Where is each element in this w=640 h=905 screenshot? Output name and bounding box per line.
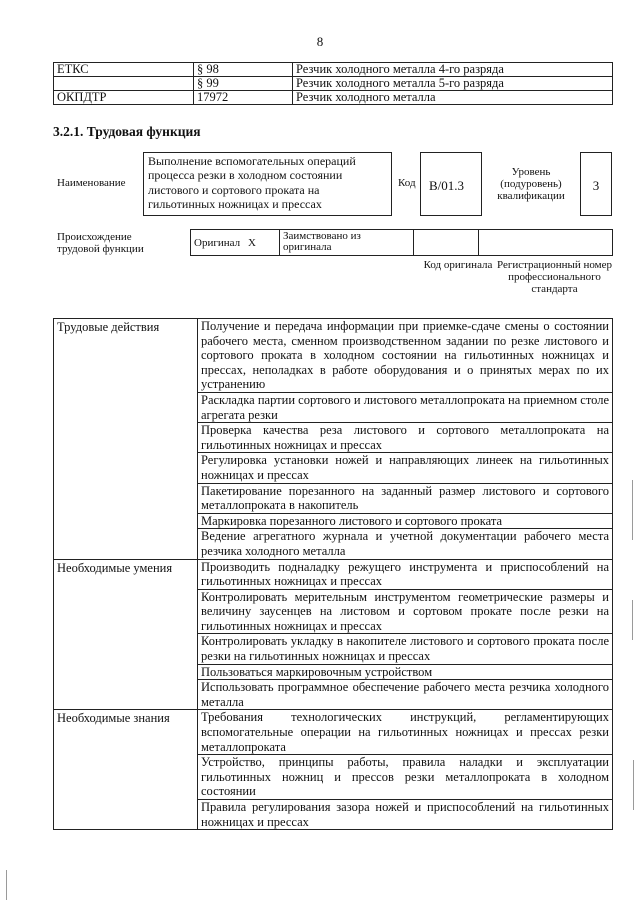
reg-number-label: Регистрационный номер профессионального стандарта <box>496 259 613 295</box>
origin-table <box>190 229 613 256</box>
codes-name: Резчик холодного металла 5-го разряда <box>293 77 613 91</box>
origin-original: Оригинал <box>191 230 246 256</box>
qualification-level-box: 3 <box>580 152 612 216</box>
origin-original-mark: X <box>245 230 280 256</box>
scan-mark <box>632 600 633 640</box>
codes-code: 17972 <box>194 91 293 105</box>
list-item: Маркировка порезанного листового и сортового проката <box>198 513 613 529</box>
origin-reg-cell <box>479 230 613 256</box>
table-row <box>54 710 613 755</box>
page-number: 8 <box>316 34 324 49</box>
list-item: Устройство, принципы работы, правила наладки и эксплуатации гильотинных ножниц и прессов резки металлопроката в холодном состоянии <box>198 755 613 800</box>
function-details-table <box>53 318 613 830</box>
list-item: Получение и передача информации при приемке-сдаче смены о состоянии рабочего места, сменном производственном задании по резке листового и сортового проката в холодном состоянии на гильотинных ножницах и прессах, неполадках в работе оборудования и о принятых мерах по их устранению <box>198 319 613 393</box>
scan-mark <box>6 870 7 900</box>
code-label: Код <box>398 177 416 189</box>
codes-classifier: ОКПДТР <box>54 91 194 105</box>
scan-mark <box>632 480 633 540</box>
function-code-box: B/01.3 <box>420 152 482 216</box>
scan-mark <box>633 760 634 810</box>
table-row <box>54 559 613 589</box>
list-item: Контролировать мерительным инструментом геометрические размеры и величину заусенцев на листовом и сортовом прокате после резки на гильотинных ножницах и прессах <box>198 589 613 634</box>
table-row <box>54 319 613 393</box>
codes-row <box>54 77 613 91</box>
list-item: Регулировка установки ножей и направляющих линеек на гильотинных ножницах и прессах <box>198 453 613 483</box>
list-item: Ведение агрегатного журнала и учетной документации рабочего места резчика холодного металла <box>198 529 613 559</box>
list-item: Проверка качества реза листового и сортового металлопроката на гильотинных ножницах и прессах <box>198 423 613 453</box>
function-name-box: Выполнение вспомогательных операций процесса резки в холодном состоянии листового и сортового проката на гильотинных ножницах и прессах <box>143 152 392 216</box>
name-label: Наименование <box>57 177 126 189</box>
list-item: Требования технологических инструкций, регламентирующих вспомогательные операции на гильотинных ножницах и прессах резки металлопроката <box>198 710 613 755</box>
codes-classifier: ЕТКС <box>54 63 194 77</box>
category-required-knowledge: Необходимые знания <box>54 710 198 830</box>
codes-row <box>54 91 613 105</box>
codes-code: § 98 <box>194 63 293 77</box>
origin-borrowed: Заимствовано из оригинала <box>280 230 414 256</box>
list-item: Правила регулирования зазора ножей и приспособлений на гильотинных ножницах и прессах <box>198 800 613 830</box>
codes-code: § 99 <box>194 77 293 91</box>
qualification-level-label: Уровень (подуровень) квалификации <box>497 166 565 202</box>
codes-name: Резчик холодного металла 4-го разряда <box>293 63 613 77</box>
list-item: Пользоваться маркировочным устройством <box>198 664 613 680</box>
list-item: Контролировать укладку в накопителе листового и сортового проката после резки на гильотинных ножницах и прессах <box>198 634 613 664</box>
origin-code-cell <box>414 230 479 256</box>
list-item: Использовать программное обеспечение рабочего места резчика холодного металла <box>198 680 613 710</box>
list-item: Производить подналадку режущего инструмента и приспособлений на гильотинных ножницах и прессах <box>198 559 613 589</box>
category-required-skills: Необходимые умения <box>54 559 198 710</box>
codes-row <box>54 63 613 77</box>
category-labor-actions: Трудовые действия <box>54 319 198 560</box>
codes-name: Резчик холодного металла <box>293 91 613 105</box>
codes-table <box>53 62 613 105</box>
origin-label: Происхождение трудовой функции <box>57 231 144 255</box>
list-item: Раскладка партии сортового и листового металлопроката на приемном столе агрегата резки <box>198 392 613 422</box>
list-item: Пакетирование порезанного на заданный размер листового и сортового металлопроката в накопитель <box>198 483 613 513</box>
section-heading: 3.2.1. Трудовая функция <box>53 124 201 139</box>
code-original-label: Код оригинала <box>423 259 493 271</box>
codes-classifier <box>54 77 194 91</box>
